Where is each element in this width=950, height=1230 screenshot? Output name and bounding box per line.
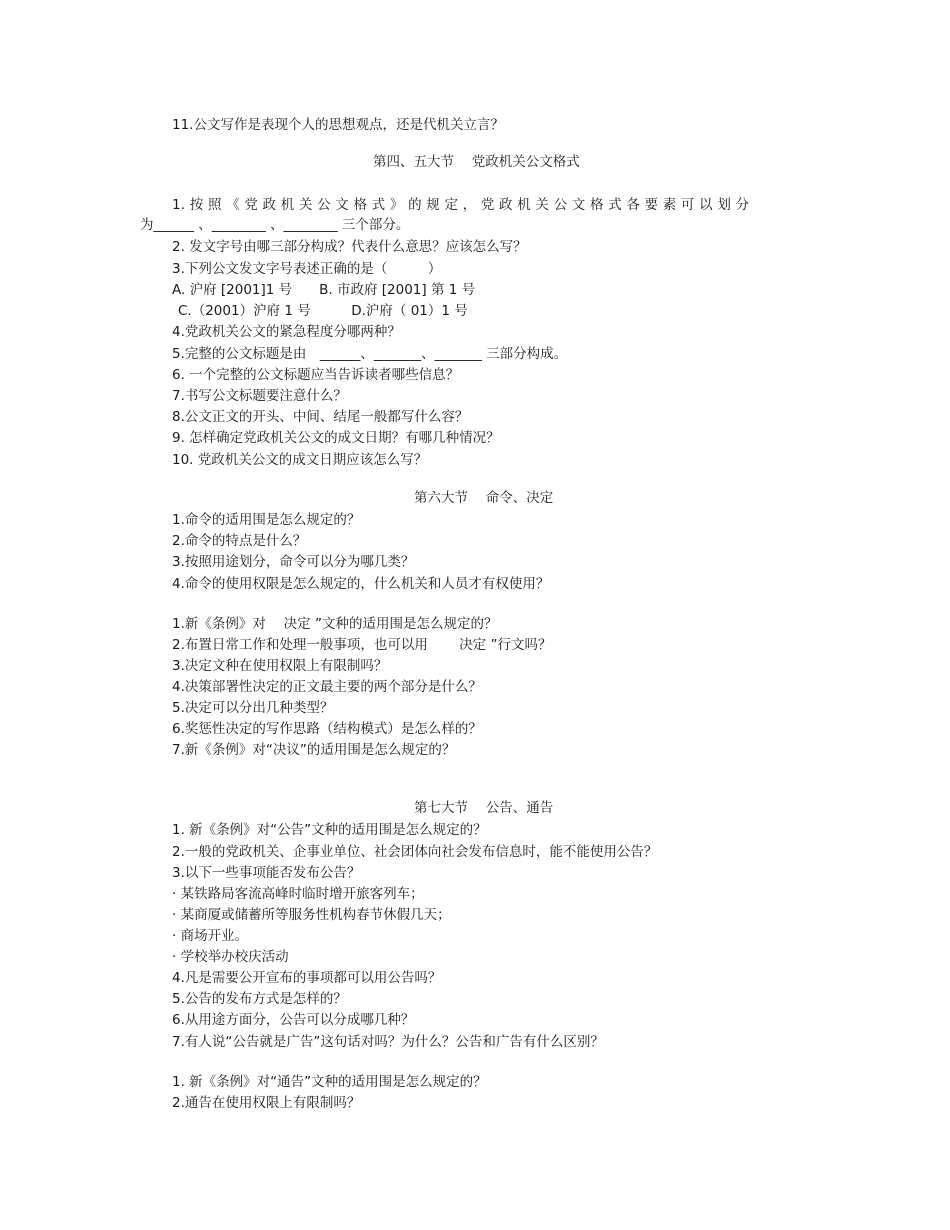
question-1-line-2: 为______ 、________ 、________ 三个部分。	[140, 217, 410, 233]
question-10: 10. 党政机关公文的成文日期应该怎么写？	[172, 452, 428, 468]
announcement-question: 5.公告的发布方式是怎样的？	[172, 991, 347, 1007]
question-3-options-cd: C.（2001）沪府 1 号 D.沪府（ 01）1 号	[178, 303, 468, 319]
decision-question: 4.决策部署性决定的正文最主要的两个部分是什么？	[172, 679, 482, 695]
question-1-line-1: 1. 按 照 《 党 政 机 关 公 文 格 式 》 的 规 定 ， 党 政 机 关 公 文 格 式 各 要 素 可 以 划 分	[172, 197, 750, 213]
section-heading-7: 第七大节 公告、通告	[414, 800, 554, 816]
announcement-bullet: · 某商厦或储蓄所等服务性机构春节休假几天；	[172, 907, 451, 923]
question-3-options-ab: A. 沪府 [2001]1 号 B. 市政府 [2001] 第 1 号	[172, 282, 476, 298]
decision-question: 1.新《条例》对 决定 ”文种的适用围是怎么规定的？	[172, 616, 498, 632]
question-5: 5.完整的公文标题是由 ______、_______、_______ 三部分构成。	[172, 346, 568, 362]
announcement-question: 4.凡是需要公开宣布的事项都可以用公告吗？	[172, 970, 442, 986]
decision-question: 7.新《条例》对“决议”的适用围是怎么规定的？	[172, 742, 456, 758]
question-11: 11.公文写作是表现个人的思想观点，还是代机关立言？	[172, 117, 504, 133]
question-6: 6. 一个完整的公文标题应当告诉读者哪些信息？	[172, 367, 460, 383]
question-4: 4.党政机关公文的紧急程度分哪两种？	[172, 324, 401, 340]
decision-question: 2.布置日常工作和处理一般事项，也可以用 决定 ”行文吗？	[172, 637, 552, 653]
decision-question: 6.奖惩性决定的写作思路（结构模式）是怎么样的？	[172, 721, 482, 737]
question-3: 3.下列公文发文字号表述正确的是（ ）	[172, 261, 442, 277]
question-9: 9. 怎样确定党政机关公文的成文日期？有哪几种情况？	[172, 430, 500, 446]
command-question: 2.命令的特点是什么？	[172, 533, 307, 549]
announcement-question: 1. 新《条例》对“公告”文种的适用围是怎么规定的？	[172, 822, 487, 838]
question-2: 2. 发文字号由哪三部分构成？代表什么意思？应该怎么写？	[172, 239, 527, 255]
command-question: 1.命令的适用围是怎么规定的？	[172, 512, 361, 528]
notice-question: 2.通告在使用权限上有限制吗？	[172, 1095, 361, 1111]
decision-question: 3.决定文种在使用权限上有限制吗？	[172, 658, 388, 674]
announcement-question: 2.一般的党政机关、企事业单位、社会团体向社会发布信息时，能不能使用公告？	[172, 844, 658, 860]
section-heading-6: 第六大节 命令、决定	[414, 490, 554, 506]
command-question: 3.按照用途划分，命令可以分为哪几类？	[172, 554, 415, 570]
announcement-question: 6.从用途方面分，公告可以分成哪几种？	[172, 1012, 415, 1028]
command-question: 4.命令的使用权限是怎么规定的，什么机关和人员才有权使用？	[172, 576, 550, 592]
announcement-question: 7.有人说“公告就是广告”这句话对吗？为什么？公告和广告有什么区别？	[172, 1034, 604, 1050]
question-7: 7.书写公文标题要注意什么？	[172, 388, 347, 404]
announcement-bullet: · 学校举办校庆活动	[172, 949, 289, 965]
announcement-question: 3.以下一些事项能否发布公告？	[172, 865, 361, 881]
decision-question: 5.决定可以分出几种类型？	[172, 700, 334, 716]
question-8: 8.公文正文的开头、中间、结尾一般都写什么容？	[172, 409, 469, 425]
section-heading-4-5: 第四、五大节 党政机关公文格式	[373, 154, 580, 170]
announcement-bullet: · 商场开业。	[172, 928, 249, 944]
notice-question: 1. 新《条例》对“通告”文种的适用围是怎么规定的？	[172, 1074, 487, 1090]
announcement-bullet: · 某铁路局客流高峰时临时增开旅客列车；	[172, 886, 424, 902]
